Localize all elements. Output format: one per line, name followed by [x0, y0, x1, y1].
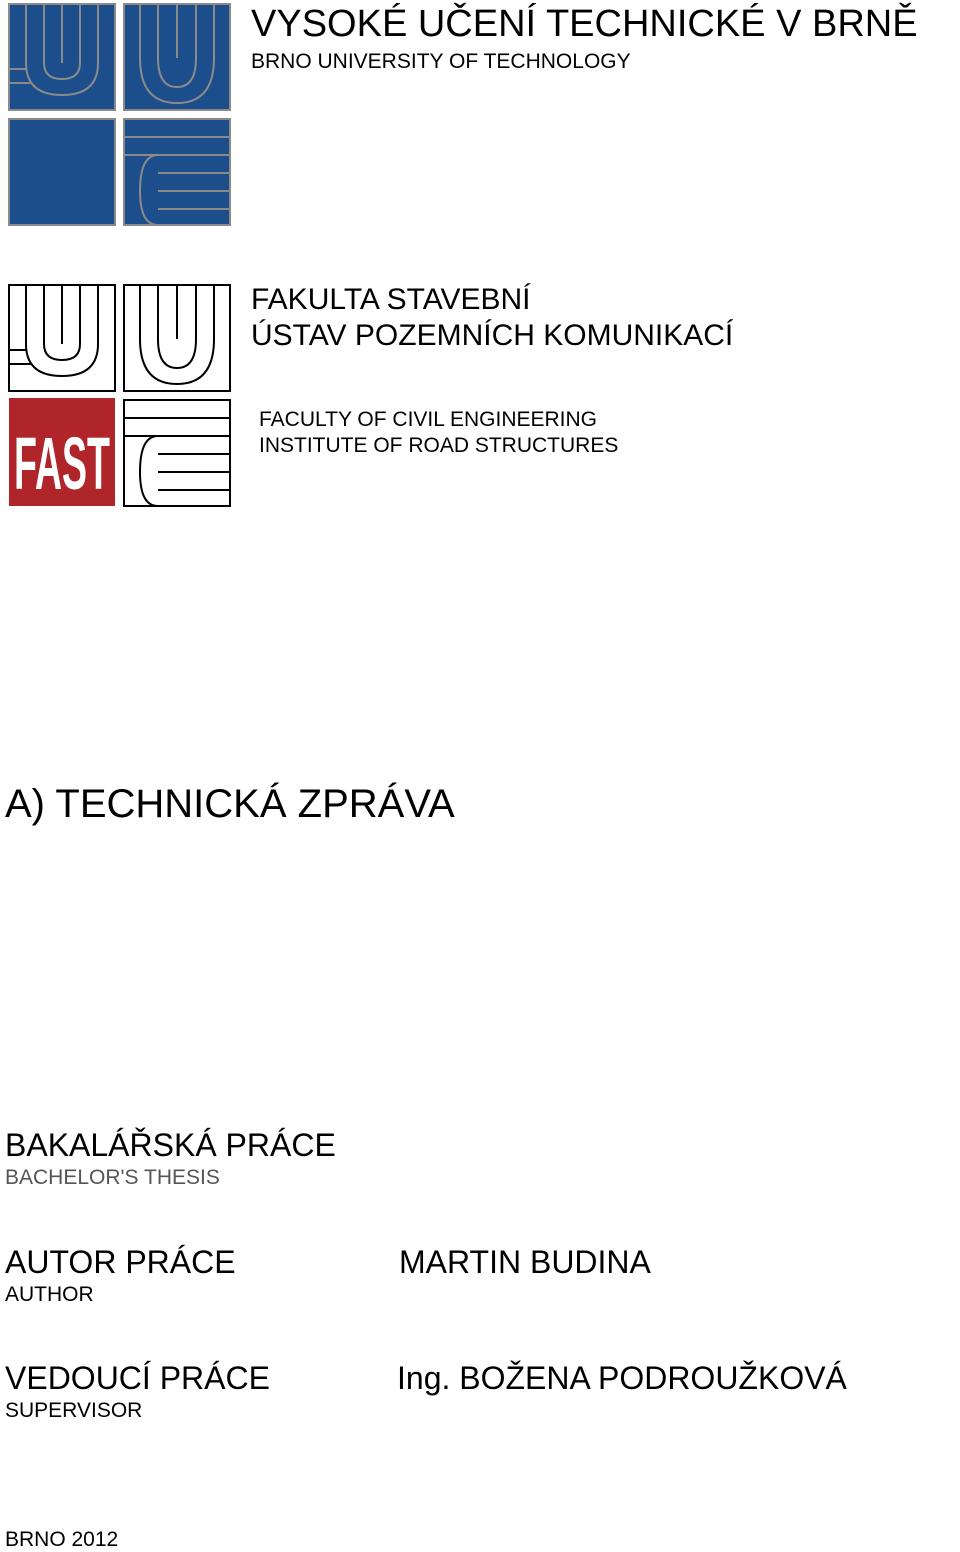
document-title: A) TECHNICKÁ ZPRÁVA [5, 782, 455, 826]
faculty-logo [8, 284, 232, 508]
institute-name-en: INSTITUTE OF ROAD STRUCTURES [259, 434, 619, 457]
supervisor-label-en: SUPERVISOR [5, 1399, 143, 1422]
supervisor-name: Ing. BOŽENA PODROUŽKOVÁ [397, 1360, 847, 1396]
institute-name-cz: ÚSTAV POZEMNÍCH KOMUNIKACÍ [251, 319, 734, 352]
supervisor-label-cz: VEDOUCÍ PRÁCE [5, 1360, 270, 1396]
faculty-name-cz: FAKULTA STAVEBNÍ [251, 283, 531, 316]
city-year: BRNO 2012 [5, 1528, 119, 1551]
author-name: MARTIN BUDINA [399, 1244, 651, 1280]
author-label-en: AUTHOR [5, 1283, 94, 1306]
thesis-type-cz: BAKALÁŘSKÁ PRÁCE [5, 1127, 336, 1163]
university-name-en: BRNO UNIVERSITY OF TECHNOLOGY [251, 50, 631, 73]
faculty-logo-text: FAST [14, 422, 110, 505]
faculty-name-en: FACULTY OF CIVIL ENGINEERING [259, 408, 598, 431]
university-name-cz: VYSOKÉ UČENÍ TECHNICKÉ V BRNĚ [251, 3, 918, 45]
university-logo [8, 3, 232, 227]
author-label-cz: AUTOR PRÁCE [5, 1244, 236, 1280]
thesis-type-en: BACHELOR'S THESIS [5, 1166, 220, 1189]
